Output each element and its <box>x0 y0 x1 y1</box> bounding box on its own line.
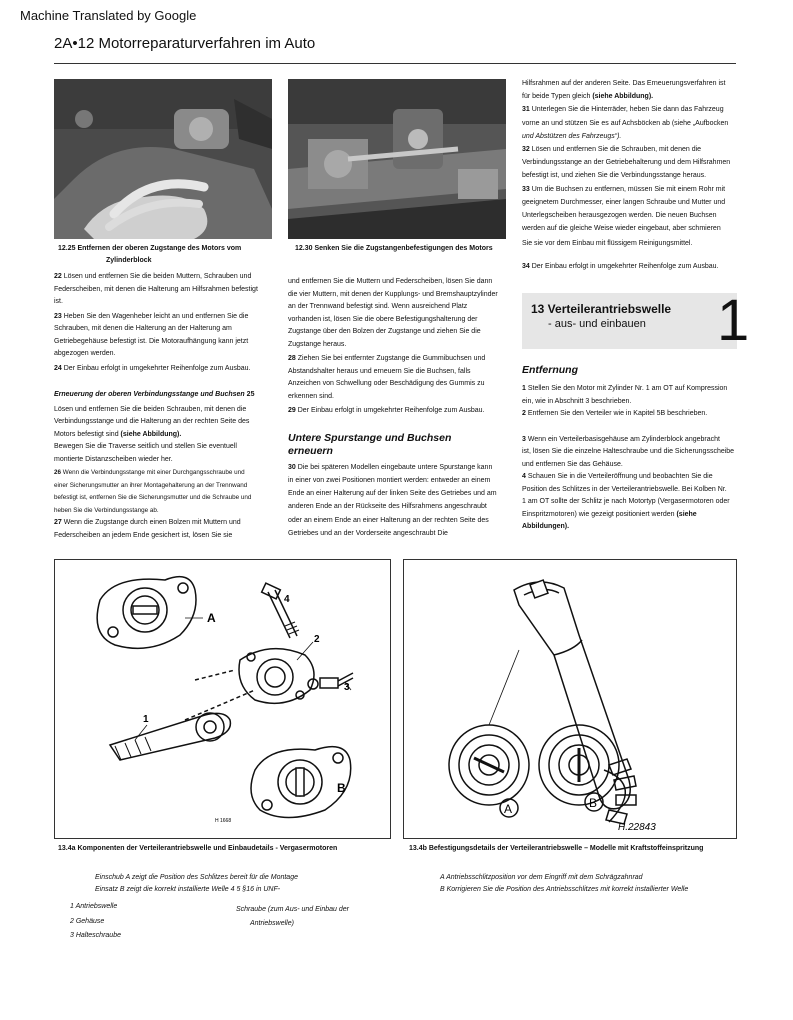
photo-12-25 <box>54 79 272 239</box>
text-line: befestigt ist, entfernen Sie die Sicherungsmutter und die Schraube und <box>54 494 252 501</box>
para-num: 26 <box>54 469 62 476</box>
text-line: heben Sie die Verbindungsstange ab. <box>54 506 159 514</box>
text-line: Lösen und entfernen Sie die beiden Schrauben, mit denen die <box>54 405 247 413</box>
legend-item-2: 2 Gehäuse <box>70 918 105 925</box>
subheading-upper-link <box>54 389 272 402</box>
text-line: Schrauben, mit denen die Halterung an der Halterung am <box>54 325 232 332</box>
para-num: 1 <box>522 385 526 392</box>
photo-12-25-caption <box>58 243 272 267</box>
text-line: Position des Schlitzes in der Verteilerantriebswelle. Bei Kolben Nr. <box>522 485 727 493</box>
photo-12-30 <box>288 79 506 239</box>
step-4 <box>522 471 744 534</box>
para-32 <box>522 143 742 183</box>
para-num: 25 <box>246 391 255 398</box>
figure-13-4b-drawing <box>404 560 736 838</box>
column-2 <box>288 276 508 540</box>
text-line: Wenn ein Verteilerbasisgehäuse am Zylinderblock angebracht <box>527 435 720 443</box>
text-line: Der Einbau erfolgt in umgekehrter Reihenfolge zum Ausbau. <box>297 407 485 414</box>
figure-13-4a-caption: 13.4a Komponenten der Verteilerantriebswelle und Einbaudetails - Vergasermotoren <box>58 845 338 852</box>
legend-item-1: 1 Antriebswelle <box>70 903 118 910</box>
column-1 <box>54 271 272 542</box>
text-line: Unterlegen Sie die Hinterräder, heben Sie dann das Fahrzeug <box>531 106 724 114</box>
figure-13-4a-drawing <box>55 560 390 838</box>
text-line: Verbindungsstange an der Getriebehalterung und dem Hilfsrahmen <box>522 159 731 167</box>
figure-label-b: B <box>337 781 346 795</box>
step-1 <box>522 383 744 408</box>
para-num: 22 <box>54 273 62 280</box>
text-line: Hilfsrahmen auf der anderen Seite. Das Erneuerungsverfahren ist <box>522 80 726 87</box>
para-num: 31 <box>522 106 530 114</box>
text-line: Heben Sie den Wagenheber leicht an und entfernen Sie die <box>63 312 249 320</box>
text-line: Wenn die Zugstange durch einen Bolzen mit Muttern und <box>63 519 241 526</box>
legend-item-3: 3 Halteschraube <box>70 932 121 939</box>
subheading-text: Erneuerung der oberen Verbindungsstange und Buchsen <box>54 391 245 398</box>
text-line: ist, lösen Sie die einzelne Halteschraube und die Sicherungsscheibe <box>522 448 735 455</box>
subheading-line: Untere Spurstange und Buchsen <box>288 431 452 444</box>
para-24 <box>54 363 272 376</box>
para-23 <box>54 311 272 361</box>
text-line: Lösen und entfernen Sie die Schrauben, mit denen die <box>531 146 702 154</box>
text-line: vorne an und stützen Sie es auf Achsböcken ab (siehe „Aufbocken <box>522 119 729 127</box>
para-25 <box>54 404 272 467</box>
text-line: Getriebes und an der Vorderseite angeschraubt Die <box>288 529 448 537</box>
text-line: geeignetem Durchmesser, einer langen Schraube und Mutter und <box>522 198 726 206</box>
photo-12-25-image <box>54 79 272 239</box>
text-line: Sie sie vor dem Einbau mit flüssigem Reinigungsmittel. <box>522 240 693 248</box>
step-3 <box>522 434 744 472</box>
text-line: und Abstützen des Fahrzeugs“). <box>522 132 622 140</box>
text-line: einer Sicherungsmutter an ihrer Montagehalterung an der Trennwand <box>54 481 248 489</box>
legend-extra-2: Antriebswelle) <box>250 920 294 927</box>
text-line: und entfernen Sie das Gehäuse. <box>522 460 623 468</box>
figure-ref: Abbildungen). <box>522 523 570 530</box>
chapter-number: 1 <box>717 288 750 353</box>
chapter-title: 13 Verteilerantriebswelle <box>531 302 672 316</box>
text-line: Abstandshalter heraus und erneuern Sie die Buchsen, falls <box>288 367 471 375</box>
text-line: werden auf die gleiche Weise wieder eingebaut, aber schmieren <box>522 225 721 233</box>
para-num: 2 <box>522 410 526 417</box>
callout-1: 1 <box>143 714 149 725</box>
para-30 <box>288 461 508 541</box>
chapter-subtitle: - aus- und einbauen <box>548 318 646 330</box>
legend-left-line1: Einschub A zeigt die Position des Schlitzes bereit für die Montage <box>95 874 298 881</box>
legend-right-line2: B Korrigieren Sie die Position des Antriebsschlitzes mit korrekt installierter Welle <box>440 886 689 893</box>
text-line: ein, wie in Abschnitt 3 beschrieben. <box>522 397 632 405</box>
figure-label-a: A <box>207 611 216 625</box>
callout-4: 4 <box>284 594 290 605</box>
para-num: 27 <box>54 519 62 526</box>
figure-13-4b-caption: 13.4b Befestigungsdetails der Verteilerantriebswelle – Modelle mit Kraftstoffeinspritzung <box>409 845 704 852</box>
para-num: 34 <box>522 262 530 270</box>
page-header-title: 2A•12 Motorreparaturverfahren im Auto <box>54 35 316 52</box>
figure-ref: (siehe Abbildung). <box>592 93 654 101</box>
text-line: Stellen Sie den Motor mit Zylinder Nr. 1 am OT auf Kompression <box>527 385 728 392</box>
para-num: 33 <box>522 185 530 193</box>
para-34 <box>522 260 742 273</box>
legend-right-line1: A Antriebsschlitzposition vor dem Eingriff mit dem Schrägzahnrad <box>440 874 643 881</box>
photo-12-30-image <box>288 79 506 239</box>
figure-tag: H 1668 <box>215 818 232 824</box>
figure-code: H.22843 <box>618 822 656 833</box>
text-line: die vier Muttern, mit denen der Kupplungs- und Bremshauptzylinder <box>288 290 498 298</box>
legend-left-line2: Einsatz B zeigt die korrekt installierte Welle 4 5 §16 in UNF- <box>95 886 281 893</box>
section-heading-removal: Entfernung <box>522 364 578 376</box>
text-line: und entfernen Sie die Muttern und Federscheiben, lösen Sie dann <box>288 278 493 285</box>
text-line: Schauen Sie in die Verteileröffnung und beobachten Sie die <box>527 473 713 480</box>
text-line: Der Einbau erfolgt in umgekehrter Reihenfolge zum Ausbau. <box>531 262 719 270</box>
para-num: 29 <box>288 407 296 414</box>
text-line: ist. <box>54 298 63 305</box>
para-28 <box>288 353 508 403</box>
text-line: Zugstange heraus. <box>288 340 347 348</box>
text-line: Motors befestigt sind <box>54 430 121 438</box>
text-line: Federscheiben, mit denen die Halterung am Hilfsrahmen befestigt <box>54 285 258 293</box>
text-line: abgezogen werden. <box>54 350 116 357</box>
figure-ref: (siehe Abbildung). <box>120 430 182 438</box>
para-num: 32 <box>522 146 530 154</box>
text-line: Bewegen Sie die Traverse seitlich und stellen Sie eventuell <box>54 443 237 450</box>
text-line: Entfernen Sie den Verteiler wie in Kapitel 5B beschrieben. <box>527 410 708 417</box>
para-num: 30 <box>288 463 296 471</box>
subheading-line: erneuern <box>288 444 333 457</box>
text-line: Die bei späteren Modellen eingebaute untere Spurstange kann <box>297 463 493 471</box>
figure-label-b: B <box>589 796 598 810</box>
caption-line: 12.25 Entfernen der oberen Zugstange des Motors vom <box>58 245 242 252</box>
para-30-cont <box>522 77 742 103</box>
para-33 <box>522 183 742 251</box>
text-line: Lösen und entfernen Sie die beiden Muttern, Schrauben und <box>63 273 252 280</box>
text-line: oder an einem Ende an einer Halterung an der rechten Seite des <box>288 516 489 524</box>
figure-ref: (siehe <box>676 510 697 518</box>
para-27 <box>54 517 272 542</box>
para-num: 4 <box>522 473 526 480</box>
callout-3: 3 <box>344 682 350 693</box>
legend-extra-1: Schraube (zum Aus- und Einbau der <box>236 906 349 913</box>
para-num: 23 <box>54 312 62 320</box>
text-line: vorhanden ist, lösen Sie die obere Befestigungshalterung der <box>288 315 478 323</box>
para-26 <box>54 467 272 517</box>
para-22 <box>54 271 272 309</box>
figure-13-4b <box>403 559 737 839</box>
para-27-cont <box>288 276 508 351</box>
text-line: anderen Ende an der Rückseite des Hilfsrahmens angeschraubt <box>288 503 487 511</box>
header-rule <box>54 63 736 64</box>
text-line: Ende an einer Halterung auf der linken Seite des Getriebes und am <box>288 490 497 498</box>
text-line: Federscheiben an jedem Ende gesichert ist, lösen Sie sie <box>54 531 233 539</box>
para-29 <box>288 405 508 418</box>
text-line: Ziehen Sie bei entfernter Zugstange die Gummibuchsen und <box>297 355 486 362</box>
text-line: Getriebegehäuse befestigt ist. Die Motoraufhängung kann jetzt <box>54 337 249 345</box>
text-line: Anzeichen von Schwellung oder Beschädigung des Gummis zu <box>288 380 485 387</box>
text-line: Um die Buchsen zu entfernen, müssen Sie mit einem Rohr mit <box>531 185 726 193</box>
text-line: Zugstange über den Bolzen der Zugstange und ziehen Sie die <box>288 328 481 335</box>
caption-line: Zylinderblock <box>106 257 152 264</box>
para-31 <box>522 103 742 143</box>
machine-translated-banner: Machine Translated by Google <box>20 8 197 23</box>
para-num: 3 <box>522 435 526 443</box>
text-line: Wenn die Verbindungsstange mit einer Durchgangsschraube und <box>62 469 245 476</box>
text-line: in einer von zwei Positionen montiert werden: entweder an einem <box>288 476 491 484</box>
text-line: Der Einbau erfolgt in umgekehrter Reihenfolge zum Ausbau. <box>63 364 251 372</box>
column-3-removal <box>522 383 744 534</box>
step-2 <box>522 408 744 421</box>
text-line: an der Trennwand befestigt sind. Wenn ausreichend Platz <box>288 303 468 310</box>
para-num: 24 <box>54 364 62 372</box>
subheading-lower-track-rod <box>288 432 508 458</box>
para-num: 28 <box>288 355 296 362</box>
column-3-top <box>522 77 742 273</box>
figure-label-a: A <box>504 802 513 816</box>
text-line: für beide Typen gleich <box>522 93 593 101</box>
text-line: 1 am OT sollte der Schlitz je nach Motortyp (Vergasermotoren oder <box>522 498 730 505</box>
text-line: Unterlegscheiben herausgezogen werden. Die neuen Buchsen <box>522 212 717 220</box>
figure-13-4a <box>54 559 391 839</box>
text-line: montierte Distanzscheiben wieder her. <box>54 455 173 463</box>
text-line: erkennen sind. <box>288 392 334 400</box>
text-line: befestigt ist, und ziehen Sie die Verbindungsstange heraus. <box>522 172 707 180</box>
callout-2: 2 <box>314 634 320 645</box>
photo-12-30-caption: 12.30 Senken Sie die Zugstangenbefestigungen des Motors <box>295 245 493 252</box>
text-line: Einspritzmotoren) wie gezeigt positioniert werden <box>522 510 677 518</box>
text-line: Verbindungsstange und die Halterung an der rechten Seite des <box>54 418 250 425</box>
